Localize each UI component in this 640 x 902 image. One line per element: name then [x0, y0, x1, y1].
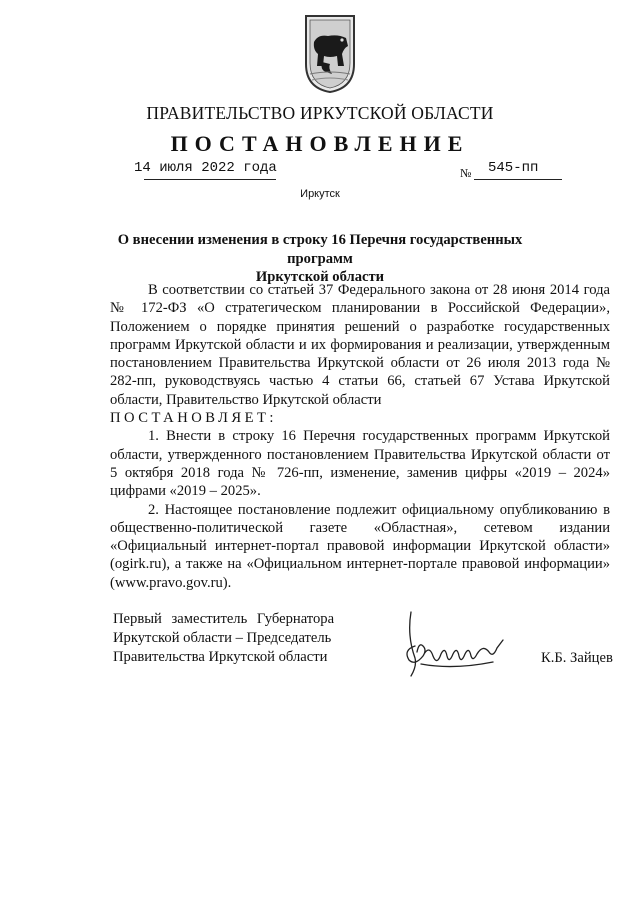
- item-1-paragraph: 1. Внести в строку 16 Перечня государственных программ Иркутской области, утвержденного постановлением Правительства Иркутской области от 5 октября 2018 года № 726-пп, изменение, заменив цифры «2019 – 2024» цифрами «2019 – 2025».: [110, 428, 610, 500]
- signatory-title: [113, 610, 334, 667]
- decides-heading: ПОСТАНОВЛЯЕТ:: [110, 410, 277, 427]
- document-type: ПОСТАНОВЛЕНИЕ: [170, 131, 470, 156]
- signatory-title-line-1: Первый заместитель Губернатора: [113, 611, 335, 627]
- subject-line-2: Иркутской области: [255, 269, 385, 285]
- number-sign: №: [460, 166, 472, 180]
- handwritten-signature: [393, 606, 513, 684]
- signatory-name: К.Б. Зайцев: [541, 650, 613, 666]
- signatory-title-line-2: Иркутской области – Председатель: [113, 630, 332, 646]
- number-underline: [474, 179, 562, 180]
- signatory-title-line-3: Правительства Иркутской области: [113, 649, 328, 665]
- government-title: ПРАВИТЕЛЬСТВО ИРКУТСКОЙ ОБЛАСТИ: [146, 103, 494, 123]
- date-underline: [144, 179, 276, 180]
- document-number: 545-пп: [488, 160, 539, 176]
- item-2-paragraph: 2. Настоящее постановление подлежит официальному опубликованию в общественно-политической газете «Областная», сетевом издании «Официальный интернет-портал правовой информации Иркутской области» (ogirk.ru), а также на «Официальном интернет-портале правовой информации» (www.pravo.gov.ru).: [110, 501, 610, 591]
- document-date: 14 июля 2022 года: [134, 160, 277, 176]
- document-subject: [100, 231, 540, 287]
- subject-line-1: О внесении изменения в строку 16 Перечня государственных программ: [117, 232, 523, 267]
- preamble-paragraph: В соответствии со статьей 37 Федерального закона от 28 июня 2014 года № 172-ФЗ «О стратегическом планировании в Российской Федерации», Положением о порядке принятия решений о разработке государственных программ Иркутской области и их формирования и реализации, утвержденным постановлением Правительства Иркутской области от 26 июля 2013 года № 282-пп, руководствуясь частью 4 статьи 66, статьей 67 Устава Иркутской области, Правительство Иркутской области: [110, 282, 610, 408]
- document-body: [110, 281, 610, 592]
- document-city: Иркутск: [300, 188, 340, 200]
- coat-of-arms-emblem: [302, 12, 358, 94]
